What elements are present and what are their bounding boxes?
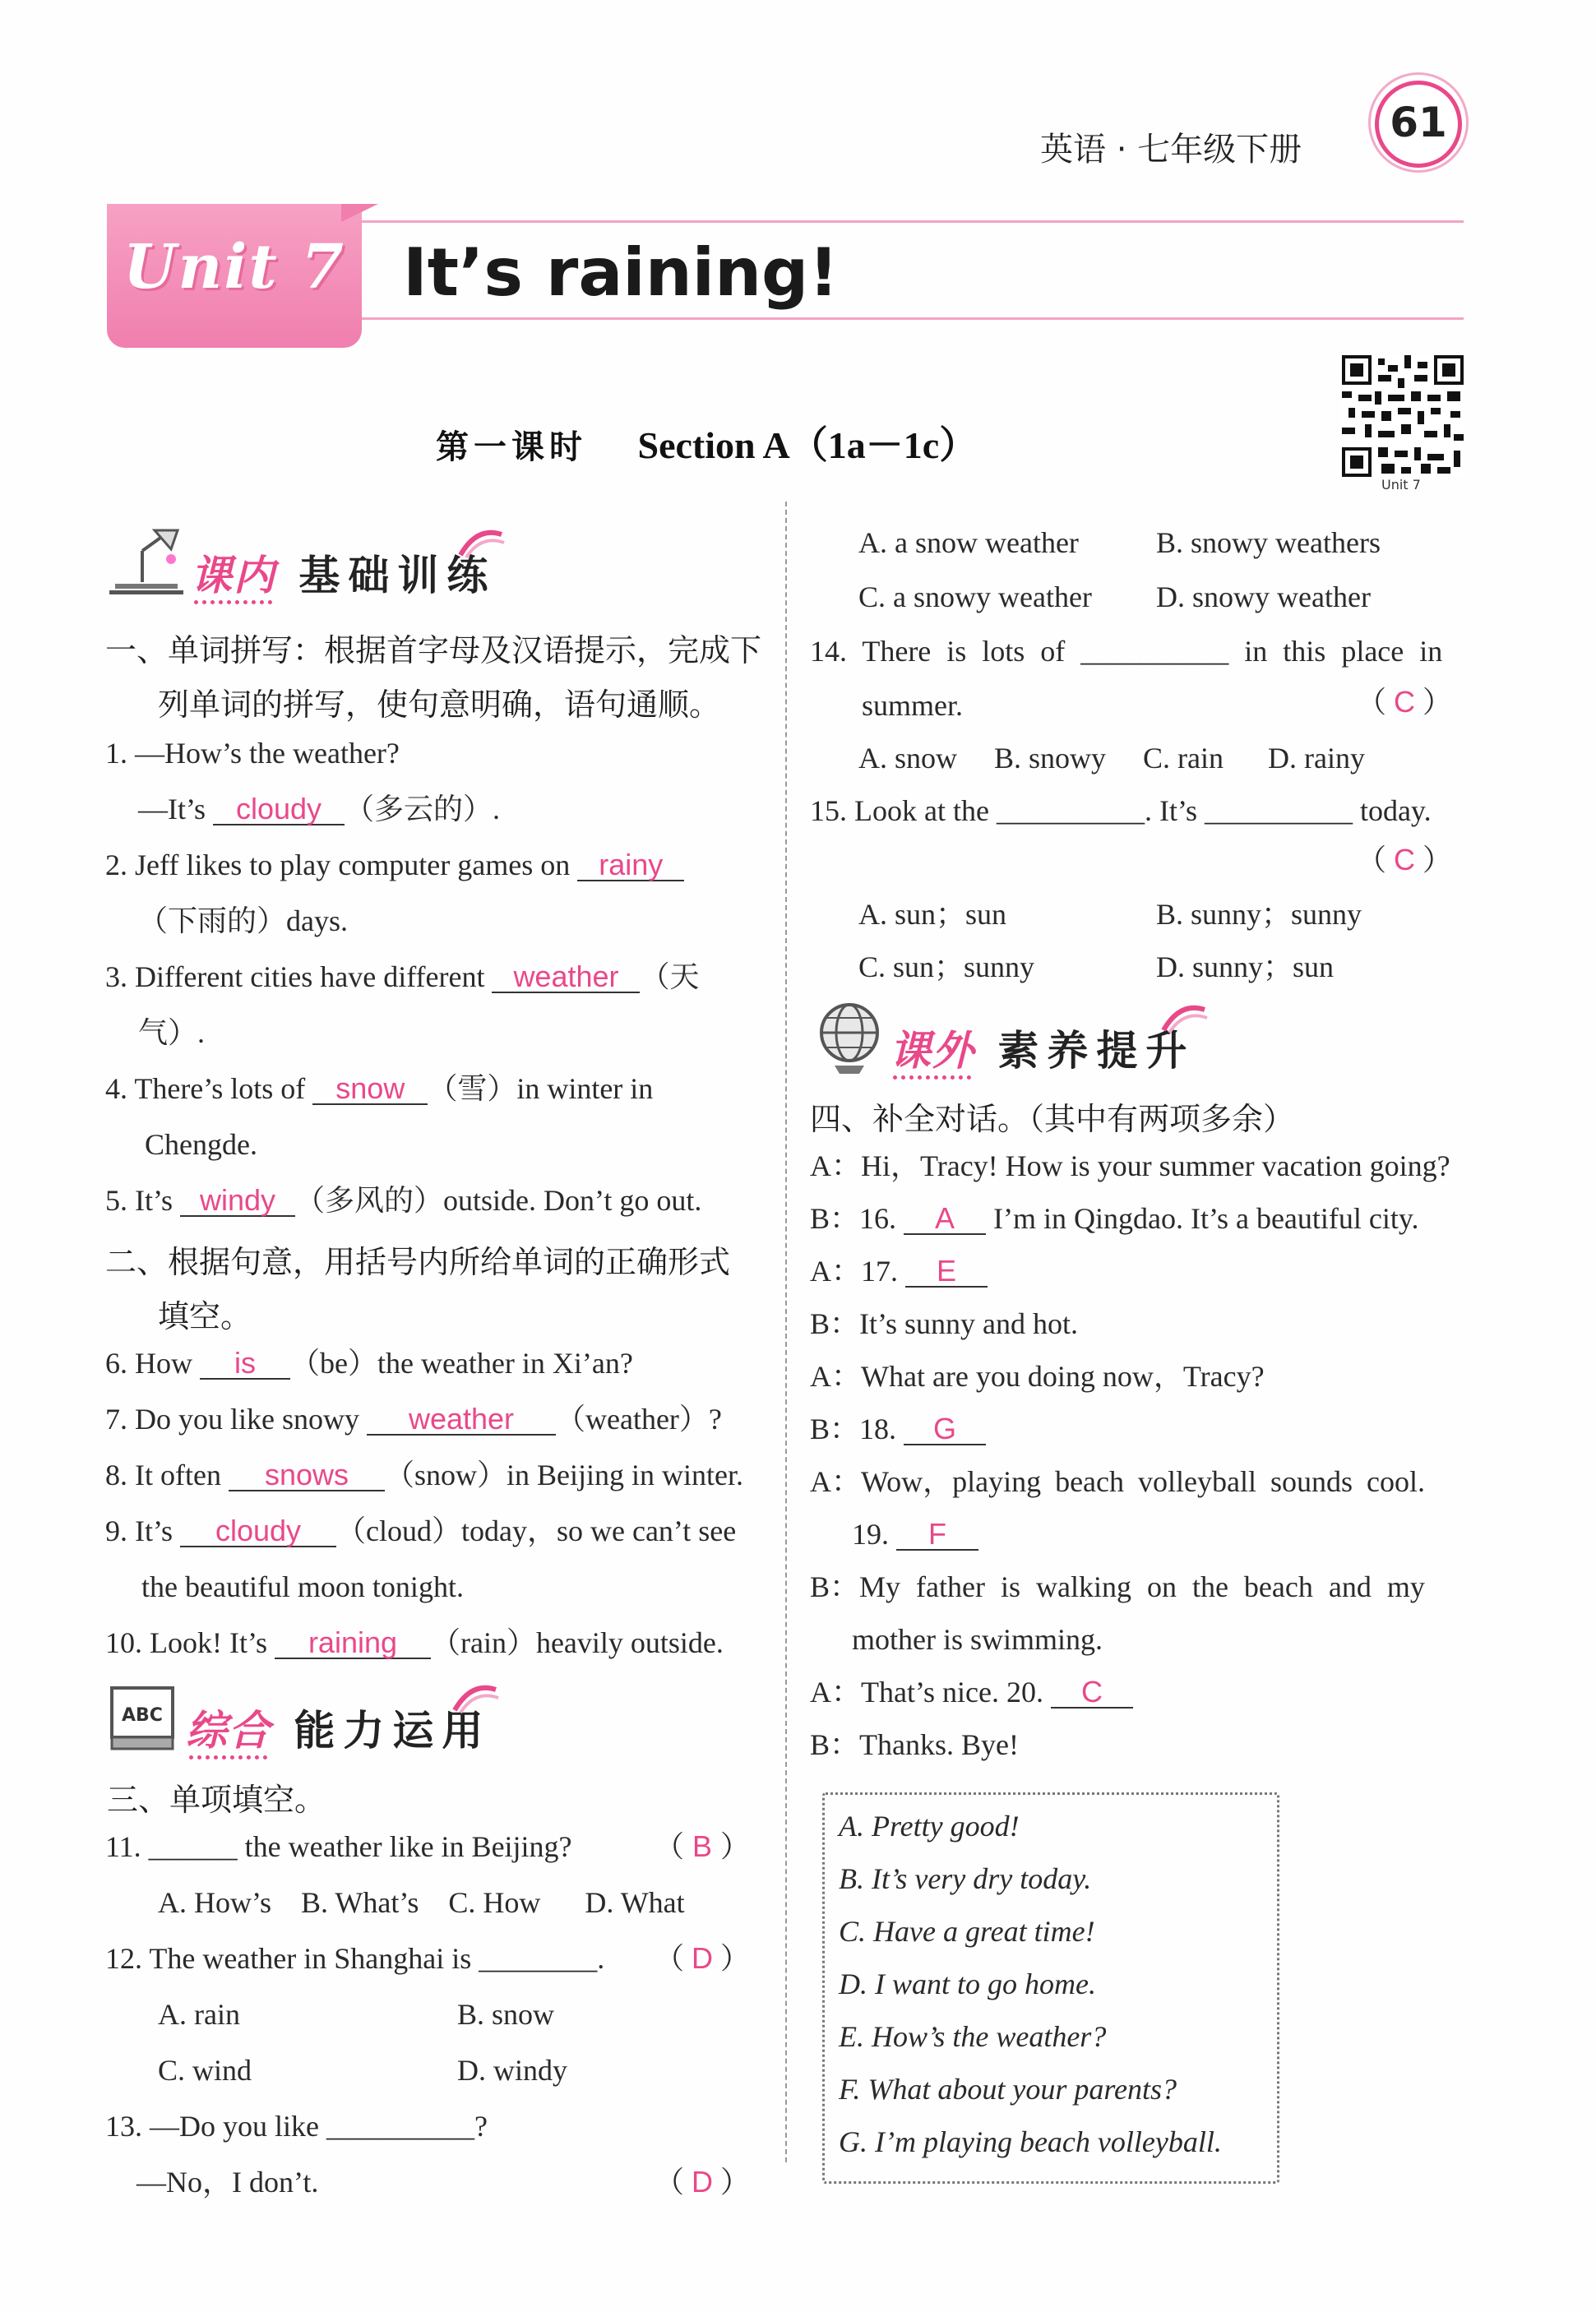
- q4-line-a: [105, 1070, 653, 1107]
- q15-line-a: 15. Look at the __________. It’s __________ today.: [810, 794, 1432, 827]
- section-head-extra: [890, 1018, 1195, 1077]
- part1-instruction-1: 一、单词拼写：根据首字母及汉语提示，完成下: [105, 632, 762, 668]
- q8-line: [105, 1457, 743, 1493]
- q12-paren: [655, 1940, 750, 1977]
- q4-post: （雪）in winter in: [428, 1072, 654, 1105]
- section-head-combined-p2: 能力运用: [294, 1707, 492, 1755]
- q1-pre: —It’s: [138, 793, 214, 825]
- q14-line-b: summer.: [862, 689, 963, 722]
- q6-pre: 6. How: [105, 1347, 200, 1380]
- header-rule-top: [362, 220, 1464, 223]
- q10-post: （rain）heavily outside.: [430, 1626, 724, 1659]
- q3-answer[interactable]: weather: [492, 962, 640, 993]
- q11-paren: [655, 1829, 750, 1865]
- q20-answer[interactable]: C: [1051, 1677, 1133, 1709]
- q1-post: （多云的）.: [345, 793, 501, 825]
- q19-pre: 19.: [852, 1518, 896, 1551]
- part2-instruction-2: 填空。: [158, 1298, 252, 1334]
- q9-pre: 9. It’s: [105, 1514, 181, 1547]
- q17-pre: A：17.: [810, 1255, 905, 1288]
- dialog-option-f: F. What about your parents?: [839, 2073, 1177, 2106]
- paren-open: （: [655, 1942, 685, 1975]
- qr-code-icon[interactable]: [1342, 355, 1464, 477]
- pink-swoosh-icon: [456, 526, 506, 559]
- dialog-line-12: B：Thanks. Bye!: [810, 1728, 1019, 1761]
- q6-post: （be）the weather in Xi’an?: [290, 1347, 633, 1380]
- section-head-basic: [191, 543, 496, 602]
- q11-options: A. How’s B. What’s C. How D. What: [158, 1886, 685, 1919]
- q13-answer[interactable]: D: [692, 2165, 714, 2199]
- column-divider: [785, 502, 787, 2162]
- q9-post: （cloud）today，so we can’t see: [336, 1514, 737, 1547]
- q3-line-b: 气）.: [138, 1016, 206, 1049]
- lamp-icon: [105, 526, 187, 600]
- q8-pre: 8. It often: [105, 1459, 229, 1491]
- q13-line-a: 13. —Do you like __________?: [105, 2110, 488, 2143]
- q11-answer[interactable]: B: [692, 1829, 713, 1863]
- pink-swoosh-icon: [1159, 1001, 1209, 1034]
- paren-open: （: [655, 2166, 685, 2199]
- paren-open: （: [1357, 686, 1387, 719]
- q11-line: 11. ______ the weather like in Beijing?: [105, 1830, 572, 1863]
- paren-close: ）: [1423, 844, 1453, 876]
- dialog-line-6: [810, 1411, 986, 1447]
- pink-swoosh-icon: [451, 1681, 500, 1714]
- q8-answer[interactable]: snows: [229, 1460, 385, 1491]
- q5-pre: 5. It’s: [105, 1184, 181, 1217]
- q7-line: [105, 1401, 722, 1437]
- part2-instruction-1: 二、根据句意，用括号内所给单词的正确形式: [105, 1244, 731, 1280]
- dialog-line-1: A：Hi，Tracy! How is your summer vacation going?: [810, 1149, 1450, 1182]
- section-dots: [189, 1755, 267, 1759]
- q3-line-a: [105, 959, 700, 995]
- q7-pre: 7. Do you like snowy: [105, 1403, 367, 1436]
- part1-instruction-2: 列单词的拼写，使句意明确，语句通顺。: [158, 687, 721, 723]
- q16-post: I’m in Qingdao. It’s a beautiful city.: [986, 1202, 1419, 1235]
- q6-answer[interactable]: is: [200, 1348, 290, 1380]
- q5-post: （多风的）outside. Don’t go out.: [295, 1184, 702, 1217]
- q12-answer[interactable]: D: [692, 1941, 714, 1975]
- part4-instruction: 四、补全对话。（其中有两项多余）: [810, 1101, 1295, 1137]
- q12-option-a: A. rain: [158, 1998, 240, 2031]
- q15-option-b: B. sunny；sunny: [1156, 898, 1362, 931]
- q3-pre: 3. Different cities have different: [105, 960, 493, 993]
- header-rule-bottom: [362, 317, 1464, 320]
- q12-line: 12. The weather in Shanghai is ________.: [105, 1942, 605, 1975]
- dialog-option-b: B. It’s very dry today.: [839, 1862, 1092, 1895]
- dialog-line-3: [810, 1253, 988, 1289]
- q9-line-a: [105, 1513, 736, 1549]
- paren-open: （: [655, 1830, 685, 1863]
- q18-answer[interactable]: G: [904, 1414, 986, 1445]
- dialog-option-d: D. I want to go home.: [839, 1968, 1096, 2000]
- q15-option-d: D. sunny；sun: [1156, 950, 1335, 983]
- lesson-heading: [436, 415, 977, 469]
- q6-line: [105, 1345, 633, 1381]
- q15-option-a: A. sun；sun: [858, 898, 1007, 931]
- q14-answer[interactable]: C: [1394, 685, 1416, 719]
- q19-answer[interactable]: F: [896, 1519, 978, 1551]
- q12-option-c: C. wind: [158, 2054, 252, 2087]
- q13-line-b: —No，I don’t.: [136, 2166, 319, 2199]
- lesson-heading-cn: 第一课时: [436, 428, 587, 466]
- q14-paren: [1357, 684, 1452, 720]
- qr-caption: Unit 7: [1381, 477, 1421, 492]
- dialog-option-a: A. Pretty good!: [839, 1810, 1020, 1843]
- globe-icon: [810, 996, 892, 1079]
- paren-close: ）: [720, 1830, 751, 1863]
- q14-options: A. snow B. snowy C. rain D. rainy: [858, 742, 1365, 775]
- dialog-option-g: G. I’m playing beach volleyball.: [839, 2125, 1222, 2158]
- dialog-option-c: C. Have a great time!: [839, 1915, 1095, 1948]
- paren-open: （: [1357, 844, 1387, 876]
- part3-instruction: 三、单项填空。: [107, 1782, 326, 1818]
- paren-close: ）: [720, 1942, 751, 1975]
- paren-close: ）: [1423, 686, 1453, 719]
- q1-line-b: [138, 791, 500, 827]
- q14-line-a: 14. There is lots of __________ in this place in: [810, 635, 1443, 668]
- q18-pre: B：18.: [810, 1413, 904, 1445]
- q9-line-b: the beautiful moon tonight.: [141, 1570, 464, 1603]
- q4-pre: 4. There’s lots of: [105, 1072, 313, 1105]
- q13-option-c: C. a snowy weather: [858, 580, 1092, 613]
- unit-label: Unit 7: [123, 232, 345, 303]
- q3-post: （天: [640, 960, 700, 993]
- section-dots: [893, 1075, 971, 1080]
- section-head-extra-p2: 素养提升: [997, 1027, 1196, 1075]
- dialog-line-8: [852, 1516, 978, 1552]
- q7-post: （weather）?: [556, 1403, 722, 1436]
- unit-tab-fold: [341, 204, 378, 222]
- section-head-extra-p1: 课外: [890, 1027, 975, 1075]
- page-number: 61: [1375, 81, 1462, 168]
- dialog-line-4: B：It’s sunny and hot.: [810, 1307, 1079, 1340]
- q2-line-b: （下雨的）days.: [138, 904, 348, 937]
- q13-paren: [655, 2164, 750, 2200]
- q20-pre: A：That’s nice. 20.: [810, 1676, 1051, 1709]
- q10-line: [105, 1625, 724, 1661]
- q13-option-b: B. snowy weathers: [1156, 526, 1381, 559]
- q13-option-a: A. a snow weather: [858, 526, 1079, 559]
- paren-close: ）: [720, 2166, 751, 2199]
- section-dots: [194, 600, 272, 604]
- q5-answer[interactable]: windy: [180, 1186, 295, 1217]
- dialog-option-e: E. How’s the weather?: [839, 2020, 1107, 2053]
- abc-book-icon: [105, 1681, 179, 1755]
- q10-answer[interactable]: raining: [275, 1628, 431, 1659]
- unit-title: It’s raining!: [403, 234, 839, 311]
- dialog-line-9: B：My father is walking on the beach and my: [810, 1570, 1425, 1603]
- section-head-combined-p1: 综合: [186, 1707, 271, 1755]
- dialog-line-7: A：Wow，playing beach volleyball sounds cool.: [810, 1465, 1425, 1498]
- dialog-line-10: mother is swimming.: [852, 1623, 1103, 1656]
- q1-answer[interactable]: cloudy: [213, 794, 345, 825]
- q8-post: （snow）in Beijing in winter.: [384, 1459, 743, 1491]
- q10-pre: 10. Look! It’s: [105, 1626, 275, 1659]
- q15-answer[interactable]: C: [1394, 843, 1416, 876]
- q17-answer[interactable]: E: [905, 1256, 988, 1288]
- q16-pre: B：16.: [810, 1202, 904, 1235]
- q7-answer[interactable]: weather: [367, 1404, 556, 1436]
- book-subject-label: 英语 · 七年级下册: [1040, 131, 1302, 169]
- section-head-basic-p1: 课内: [191, 552, 276, 599]
- q2-line-a: [105, 847, 684, 883]
- q12-option-d: D. windy: [457, 2054, 567, 2087]
- q9-answer[interactable]: cloudy: [180, 1516, 336, 1547]
- section-head-combined: [186, 1698, 491, 1757]
- q4-answer[interactable]: snow: [312, 1074, 428, 1105]
- section-head-basic-p2: 基础训练: [298, 552, 497, 599]
- q2-pre: 2. Jeff likes to play computer games on: [105, 849, 578, 881]
- q13-option-d: D. snowy weather: [1156, 580, 1371, 613]
- q4-line-b: Chengde.: [145, 1128, 257, 1161]
- q15-paren: [1357, 842, 1452, 878]
- lesson-heading-en: Section A（1a－1c）: [637, 424, 978, 466]
- dialog-line-5: A：What are you doing now，Tracy?: [810, 1360, 1265, 1393]
- q12-option-b: B. snow: [457, 1998, 555, 2031]
- q5-line: [105, 1182, 701, 1218]
- dialog-line-2: [810, 1200, 1419, 1237]
- dialog-line-11: [810, 1674, 1133, 1710]
- q1-line-a: 1. —How’s the weather?: [105, 737, 400, 770]
- q16-answer[interactable]: A: [904, 1204, 986, 1235]
- abc-book-label: ABC: [122, 1705, 163, 1726]
- q2-answer[interactable]: rainy: [577, 850, 684, 881]
- q15-option-c: C. sun；sunny: [858, 950, 1035, 983]
